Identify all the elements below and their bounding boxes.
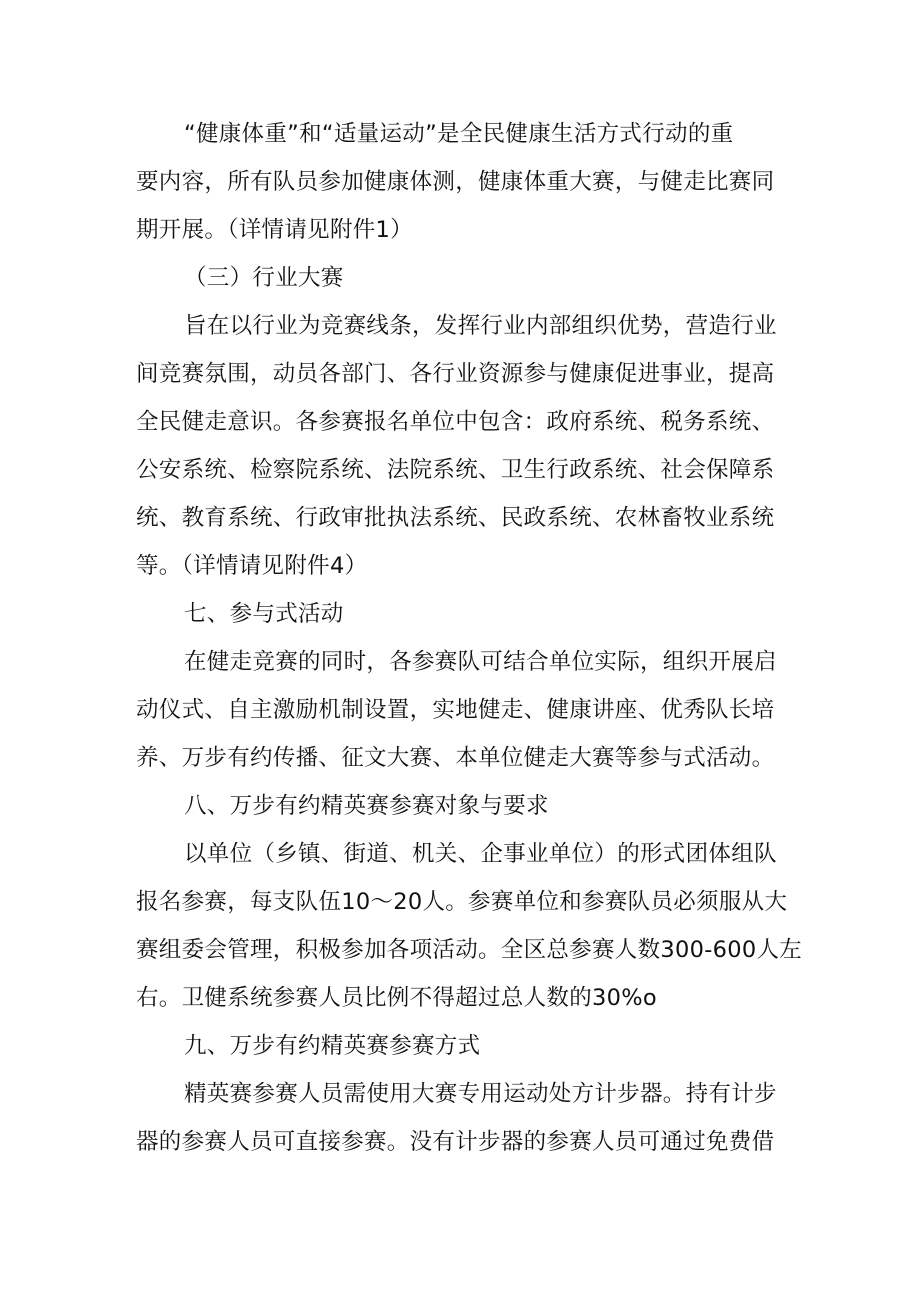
paragraph-line: 等。（详情请见附件4） [136, 553, 368, 579]
paragraph-line: 养、万步有约传播、征文大赛、本单位健走大赛等参与式活动。 [136, 745, 775, 771]
section-heading: 九、万步有约精英赛参赛方式 [184, 1033, 481, 1059]
paragraph-line: 右。卫健系统参赛人员比例不得超过总人数的30%o [136, 985, 657, 1011]
section-heading: （三）行业大赛 [184, 265, 344, 291]
paragraph-line: 精英赛参赛人员需使用大赛专用运动处方计步器。持有计步 [184, 1081, 777, 1107]
paragraph-line: 报名参赛，每支队伍10～20人。参赛单位和参赛队员必须服从大 [136, 889, 788, 915]
paragraph-line: “健康体重”和“适量运动”是全民健康生活方式行动的重 [184, 121, 734, 147]
paragraph-line: 期开展。（详情请见附件1） [136, 217, 413, 243]
paragraph-line: 间竞赛氛围，动员各部门、各行业资源参与健康促进事业，提高 [136, 361, 775, 387]
paragraph-line: 在健走竞赛的同时，各参赛队可结合单位实际，组织开展启 [184, 649, 777, 675]
paragraph-line: 旨在以行业为竞赛线条，发挥行业内部组织优势，营造行业 [184, 313, 777, 339]
paragraph-line: 动仪式、自主激励机制设置，实地健走、健康讲座、优秀队长培 [136, 697, 775, 723]
paragraph-line: 统、教育系统、行政审批执法系统、民政系统、农林畜牧业系统 [136, 505, 775, 531]
paragraph-line: 全民健走意识。各参赛报名单位中包含：政府系统、税务系统、 [136, 409, 775, 435]
paragraph-line: 公安系统、检察院系统、法院系统、卫生行政系统、社会保障系 [136, 457, 775, 483]
section-heading: 七、参与式活动 [184, 601, 344, 627]
paragraph-line: 以单位（乡镇、街道、机关、企事业单位）的形式团体组队 [184, 841, 777, 867]
paragraph-line: 要内容，所有队员参加健康体测，健康体重大赛，与健走比赛同 [136, 169, 775, 195]
paragraph-line: 赛组委会管理，积极参加各项活动。全区总参赛人数300-600人左 [136, 937, 803, 963]
section-heading: 八、万步有约精英赛参赛对象与要求 [184, 793, 549, 819]
paragraph-line: 器的参赛人员可直接参赛。没有计步器的参赛人员可通过免费借 [136, 1129, 775, 1155]
